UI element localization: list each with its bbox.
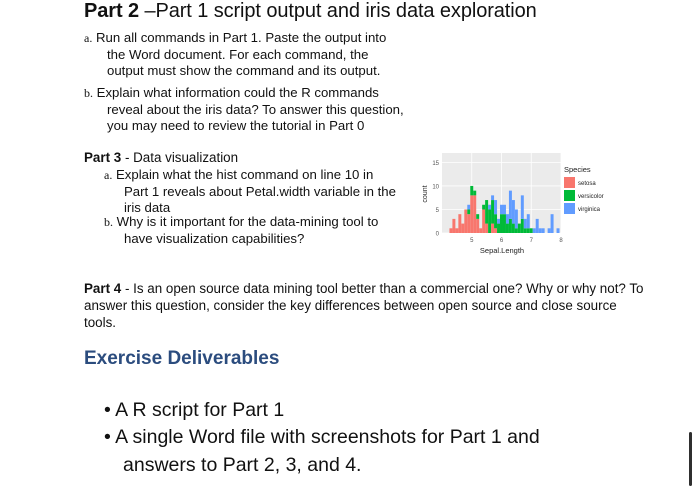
legend-label-setosa: setosa: [578, 181, 596, 187]
hist-bar-virginica: [521, 195, 524, 219]
list-line: the Word document. For each command, the: [107, 46, 369, 62]
hist-bar-virginica: [539, 228, 542, 233]
hist-bar-setosa: [461, 224, 464, 233]
part3-item-a: [104, 167, 396, 217]
hist-bar-virginica: [500, 205, 503, 214]
part2-title-bold: Part 2: [84, 0, 139, 22]
list-line: Run all commands in Part 1. Paste the output into: [96, 30, 387, 45]
hist-bar-setosa: [482, 209, 485, 233]
scrollbar-thumb[interactable]: [689, 432, 692, 486]
hist-bar-versicolor: [494, 214, 497, 228]
legend-key-virginica: [564, 203, 575, 214]
x-tick-label: 6: [499, 238, 504, 244]
hist-bar-virginica: [488, 205, 491, 210]
hist-bar-versicolor: [491, 200, 494, 224]
hist-bar-setosa: [473, 195, 476, 233]
list-line: iris data: [124, 200, 171, 215]
part2-item-b: [84, 85, 404, 135]
hist-bar-versicolor: [509, 219, 512, 233]
hist-bar-setosa: [476, 219, 479, 233]
list-line: reveal about the iris data? To answer this question,: [107, 101, 404, 117]
y-tick-label: 0: [435, 231, 439, 238]
hist-bar-versicolor: [482, 205, 485, 210]
part3-title-bold: Part 3: [84, 150, 122, 165]
bullet-icon: •: [104, 399, 111, 421]
part3-title-rest: - Data visualization: [121, 150, 239, 165]
hist-bar-virginica: [536, 219, 539, 233]
hist-bar-setosa: [470, 195, 473, 233]
hist-bar-virginica: [527, 214, 530, 228]
list-marker: b.: [104, 215, 113, 229]
legend-key-setosa: [564, 177, 575, 188]
hist-bar-virginica: [467, 205, 470, 210]
y-tick-label: 10: [432, 184, 439, 191]
hist-bar-versicolor: [512, 224, 515, 233]
x-axis-ticks: [470, 238, 563, 244]
hist-bar-versicolor: [497, 224, 500, 233]
hist-bar-virginica: [524, 219, 527, 228]
y-axis-ticks: [432, 161, 439, 238]
hist-bar-virginica: [512, 200, 515, 224]
hist-bar-versicolor: [488, 209, 491, 233]
y-tick-label: 5: [435, 207, 439, 214]
hist-bar-virginica: [503, 205, 506, 214]
hist-bar-setosa: [455, 228, 458, 233]
y-axis-label: count: [422, 185, 429, 203]
list-line: have visualization capabilities?: [124, 230, 305, 246]
part2-heading: [84, 0, 537, 22]
hist-bar-virginica: [515, 209, 518, 228]
list-line: you may need to review the tutorial in Part 0: [107, 118, 365, 133]
deliverable-item-2: [104, 423, 540, 451]
list-line: Explain what the hist command on line 10 in: [116, 167, 374, 182]
part4-title-bold: Part 4: [84, 281, 122, 296]
hist-bar-versicolor: [518, 224, 521, 233]
hist-bar-versicolor: [515, 228, 518, 233]
hist-bar-versicolor: [503, 214, 506, 233]
hist-bar-virginica: [557, 228, 560, 233]
list-marker: b.: [84, 86, 93, 100]
hist-bar-setosa: [491, 224, 494, 233]
hist-bar-versicolor: [521, 219, 524, 233]
hist-bar-virginica: [497, 219, 500, 224]
part2-title-rest: –Part 1 script output and iris data exploration: [139, 0, 537, 22]
list-line: Part 1 reveals about Petal.width variable in the: [124, 183, 396, 199]
hist-bar-virginica: [506, 214, 509, 223]
hist-bar-versicolor: [485, 200, 488, 224]
x-tick-label: 5: [470, 238, 474, 244]
part4-paragraph: [84, 280, 644, 331]
legend-label-virginica: virginica: [578, 207, 601, 213]
hist-bar-setosa: [449, 228, 452, 233]
hist-bar-setosa: [458, 214, 461, 233]
hist-bar-versicolor: [476, 214, 479, 219]
sepal-length-histogram: [416, 150, 650, 260]
hist-bar-setosa: [467, 214, 470, 233]
hist-bar-virginica: [533, 228, 536, 233]
x-tick-label: 7: [529, 238, 533, 244]
x-tick-label: 8: [559, 238, 563, 244]
list-line: Explain what information could the R commands: [96, 85, 379, 100]
hist-bar-virginica: [542, 228, 545, 233]
part2-item-a: [84, 30, 386, 80]
hist-bar-versicolor: [470, 186, 473, 195]
list-line: Why is it important for the data-mining tool to: [116, 214, 379, 229]
deliverable-text: A single Word file with screenshots for Part 1 and: [115, 426, 540, 448]
deliverable-text: A R script for Part 1: [115, 399, 285, 421]
hist-bar-versicolor: [467, 209, 470, 214]
chart-legend: [564, 165, 604, 214]
hist-bar-setosa: [464, 209, 467, 233]
hist-bar-versicolor: [530, 228, 533, 233]
hist-bar-setosa: [494, 228, 497, 233]
legend-title: Species: [564, 165, 591, 174]
bullet-icon: •: [104, 426, 111, 448]
x-axis-label: Sepal.Length: [479, 246, 525, 255]
legend-label-versicolor: versicolor: [578, 194, 604, 200]
hist-bar-virginica: [509, 191, 512, 219]
hist-bar-virginica: [494, 200, 497, 214]
hist-bar-virginica: [491, 195, 494, 200]
hist-bar-setosa: [485, 224, 488, 233]
hist-bar-versicolor: [524, 228, 527, 233]
hist-bar-virginica: [548, 228, 551, 233]
part4-text: - Is an open source data mining tool better than a commercial one? Why or why not? To answer this question, consider the key differences between open source and close source tools.: [84, 281, 644, 330]
list-marker: a.: [104, 168, 113, 182]
deliverable-text: answers to Part 2, 3, and 4.: [123, 454, 362, 476]
deliverable-item-1: [104, 396, 284, 424]
hist-bar-versicolor: [500, 214, 503, 233]
list-marker: a.: [84, 31, 93, 45]
hist-bar-setosa: [452, 219, 455, 233]
deliverable-item-2-continued: [123, 451, 361, 479]
hist-bar-versicolor: [527, 228, 530, 233]
y-tick-label: 15: [432, 160, 439, 167]
hist-bar-virginica: [551, 214, 554, 233]
deliverables-heading: Exercise Deliverables: [84, 348, 280, 369]
part3-heading: [84, 150, 238, 166]
part3-item-b: [104, 214, 378, 247]
hist-bar-versicolor: [473, 191, 476, 196]
list-line: output must show the command and its output.: [107, 63, 381, 78]
legend-key-versicolor: [564, 190, 575, 201]
hist-bar-setosa: [479, 228, 482, 233]
hist-bar-versicolor: [506, 224, 509, 233]
